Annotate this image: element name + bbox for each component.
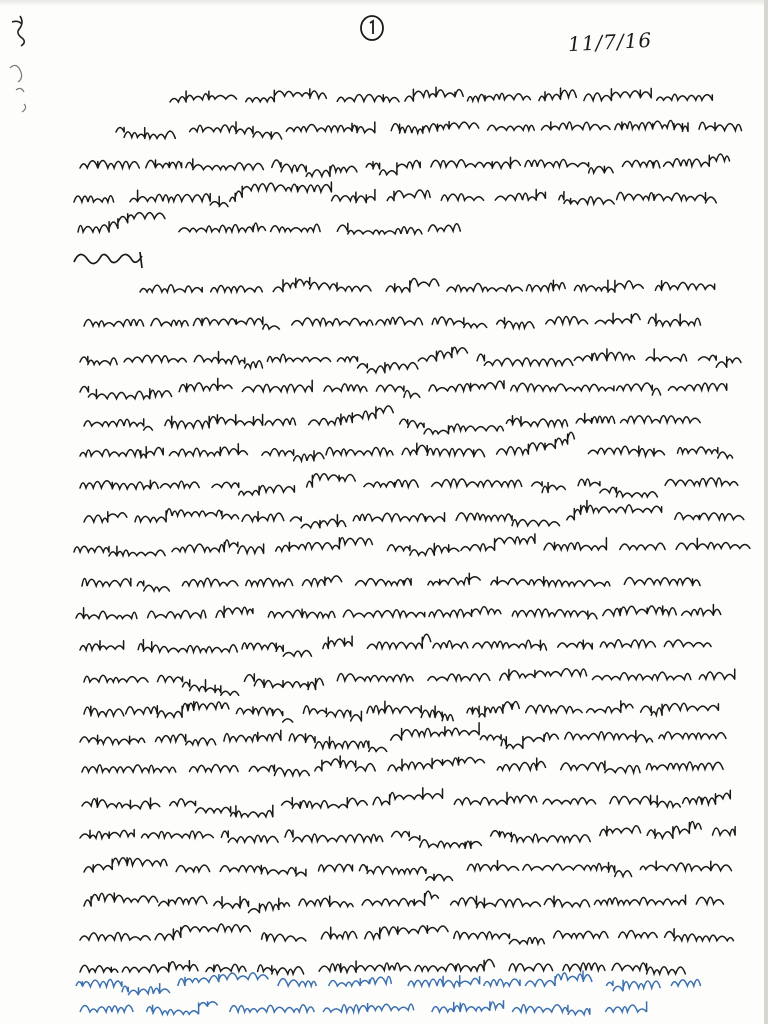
handwritten-word	[221, 831, 278, 842]
handwritten-word	[484, 979, 520, 989]
handwritten-word	[140, 285, 202, 295]
handwritten-word	[214, 897, 290, 913]
handwritten-word	[467, 861, 518, 871]
handwritten-word	[160, 481, 199, 488]
handwritten-word	[523, 864, 563, 870]
handwritten-word	[80, 735, 145, 744]
handwritten-word	[428, 674, 490, 681]
handwritten-word	[142, 831, 214, 838]
handwritten-word	[186, 159, 264, 170]
handwritten-word	[321, 927, 357, 939]
handwritten-word	[578, 479, 657, 497]
handwritten-word	[74, 546, 165, 556]
handwritten-word	[242, 643, 311, 656]
handwritten-word	[646, 349, 686, 361]
handwritten-word	[230, 1005, 315, 1012]
handwritten-word	[80, 641, 124, 650]
handwritten-word	[467, 702, 519, 717]
handwritten-word	[671, 979, 701, 986]
blue-ink-lines	[0, 970, 768, 1024]
handwritten-word	[179, 223, 266, 232]
handwritten-word	[512, 1005, 590, 1020]
handwritten-word	[546, 317, 588, 324]
handwritten-word	[309, 406, 394, 425]
paper-top-edge	[0, 0, 768, 6]
handwritten-word	[273, 278, 371, 292]
handwritten-word	[441, 194, 483, 201]
handwritten-word	[193, 317, 279, 329]
handwritten-word	[80, 357, 117, 365]
handwritten-word	[561, 761, 640, 773]
handwritten-word	[525, 159, 613, 172]
handwritten-word	[433, 641, 468, 648]
handwritten-word	[511, 383, 614, 397]
handwritten-word	[182, 578, 238, 585]
handwritten-word	[655, 281, 714, 291]
handwritten-word	[299, 896, 353, 906]
handwritten-word	[696, 897, 723, 904]
handwritten-word	[176, 865, 210, 872]
handwritten-word	[80, 1005, 133, 1012]
handwritten-word	[323, 1003, 414, 1012]
handwritten-word	[600, 826, 641, 836]
handwritten-word	[605, 1001, 646, 1012]
handwritten-word	[155, 924, 250, 940]
handwritten-word	[418, 347, 467, 361]
handwritten-word	[713, 827, 736, 838]
handwritten-word	[324, 384, 367, 391]
handwritten-word	[356, 578, 412, 585]
handwritten-word	[428, 573, 480, 585]
handwritten-word	[337, 674, 413, 681]
handwritten-word	[405, 87, 463, 101]
handwritten-word	[262, 449, 324, 461]
handwritten-word	[584, 88, 651, 100]
handwritten-word	[190, 122, 282, 139]
handwritten-word	[512, 609, 597, 619]
handwritten-word	[307, 474, 356, 487]
handwritten-word	[402, 443, 485, 456]
handwriting-line	[0, 300, 768, 340]
handwritten-word	[617, 192, 717, 202]
handwritten-word	[622, 160, 659, 168]
handwritten-word	[179, 378, 232, 391]
handwritten-word	[646, 762, 723, 769]
handwritten-word	[124, 355, 186, 362]
handwritten-word	[682, 605, 721, 616]
handwritten-word	[367, 634, 430, 648]
handwritten-word	[657, 94, 713, 103]
handwritten-word	[665, 929, 734, 941]
handwritten-word	[282, 798, 368, 809]
handwritten-word	[146, 160, 182, 168]
handwritten-word	[211, 286, 263, 292]
handwritten-word	[595, 313, 640, 323]
handwritten-word	[621, 416, 701, 423]
handwritten-word	[84, 512, 127, 522]
handwritten-word	[285, 830, 383, 842]
handwritten-word	[648, 314, 700, 326]
handwritten-word	[606, 980, 660, 992]
handwritten-word	[82, 798, 160, 809]
handwritten-word	[525, 971, 592, 987]
handwritten-word	[268, 609, 335, 617]
handwritten-word	[526, 705, 582, 713]
handwritten-word	[500, 669, 587, 680]
handwritten-word	[497, 318, 534, 328]
handwritten-word	[190, 765, 239, 772]
handwritten-word	[337, 223, 422, 234]
handwritten-word	[506, 416, 567, 426]
handwritten-word	[78, 213, 165, 232]
handwritten-word	[80, 480, 158, 489]
handwritten-word	[332, 190, 375, 203]
handwritten-word	[80, 830, 134, 841]
handwritten-word	[461, 534, 535, 550]
handwritten-word	[387, 543, 458, 555]
handwritten-word	[454, 931, 545, 943]
handwritten-word	[592, 672, 690, 679]
handwritten-word	[699, 669, 735, 679]
handwritten-word	[359, 865, 452, 881]
handwritten-word	[315, 756, 375, 771]
handwritten-word	[246, 89, 327, 102]
handwritten-word	[116, 128, 175, 139]
handwritten-word	[600, 640, 655, 647]
handwritten-word	[130, 190, 228, 206]
handwritten-word	[676, 538, 750, 549]
handwritten-word	[431, 157, 520, 168]
handwritten-word	[665, 478, 738, 485]
handwritten-word	[272, 160, 357, 176]
handwritten-word	[373, 788, 442, 805]
handwritten-word	[532, 482, 566, 493]
handwritten-word	[542, 122, 610, 130]
handwritten-word	[588, 446, 664, 456]
handwritten-word	[220, 865, 306, 878]
handwritten-word	[647, 822, 701, 839]
handwritten-word	[172, 540, 264, 553]
handwritten-word	[224, 730, 281, 741]
handwritten-word	[376, 385, 420, 397]
handwritten-word	[249, 765, 309, 776]
handwritten-word	[169, 444, 247, 456]
handwritten-word	[366, 160, 420, 174]
handwritten-word	[447, 284, 523, 291]
handwritten-word	[319, 864, 353, 875]
handwritten-word	[265, 418, 295, 425]
handwritten-word	[432, 1000, 504, 1012]
handwritten-word	[675, 513, 744, 520]
handwritten-word	[388, 757, 484, 770]
handwritten-word	[559, 192, 614, 204]
handwritten-word	[587, 701, 633, 713]
handwritten-word	[594, 895, 685, 904]
handwritten-word	[432, 317, 487, 328]
handwritten-word	[576, 414, 615, 424]
handwritten-word	[641, 703, 719, 715]
handwritten-word	[491, 831, 591, 842]
handwritten-word	[147, 1001, 218, 1014]
handwritten-word	[80, 161, 139, 168]
handwritten-word	[271, 224, 321, 231]
handwritten-word	[683, 790, 731, 804]
handwritten-word	[565, 731, 653, 742]
handwritten-word	[353, 513, 444, 522]
handwritten-word	[544, 538, 606, 550]
handwritten-word	[376, 317, 423, 324]
handwritten-word	[544, 896, 589, 907]
handwritten-word	[267, 354, 330, 361]
handwritten-word	[428, 224, 460, 231]
handwritten-word	[554, 931, 608, 938]
handwritten-word	[80, 447, 163, 458]
handwritten-word	[84, 893, 158, 906]
handwritten-word	[126, 702, 229, 718]
handwritten-word	[135, 509, 239, 522]
handwritten-word	[391, 122, 478, 134]
handwritten-word	[364, 480, 418, 487]
handwritten-word	[699, 122, 741, 130]
handwritten-word	[539, 88, 576, 101]
handwritten-word	[82, 765, 176, 772]
handwritten-word	[242, 512, 284, 522]
handwritten-word	[156, 734, 216, 744]
handwritten-word	[529, 577, 610, 586]
handwritten-word	[391, 723, 479, 740]
handwritten-word	[302, 576, 341, 585]
handwritten-word	[603, 606, 677, 616]
handwriting-line	[0, 206, 768, 246]
handwritten-word	[170, 91, 236, 102]
handwritten-word	[84, 675, 148, 682]
handwritten-word	[558, 640, 593, 651]
handwritten-word	[242, 380, 312, 391]
handwritten-word	[574, 349, 634, 361]
handwritten-word	[165, 414, 263, 427]
handwritten-word	[497, 758, 545, 770]
handwritten-word	[387, 190, 430, 201]
handwritten-word	[278, 979, 317, 986]
handwritten-word	[454, 792, 537, 804]
handwritten-word	[619, 930, 658, 937]
handwritten-word	[468, 93, 531, 101]
handwritten-word	[230, 182, 332, 201]
handwritten-word	[678, 447, 733, 458]
handwritten-word	[343, 610, 424, 617]
handwritten-word	[329, 977, 392, 987]
handwritten-word	[159, 896, 207, 906]
handwritten-word	[82, 578, 131, 587]
handwritten-word	[362, 891, 438, 905]
handwritten-word	[456, 513, 559, 526]
handwritten-word	[567, 501, 662, 520]
handwritten-word	[574, 280, 643, 292]
handwritten-word	[286, 122, 375, 134]
handwritten-word	[610, 795, 680, 807]
handwritten-word	[80, 387, 172, 399]
handwritten-word	[526, 280, 565, 291]
handwritten-word	[84, 706, 124, 716]
handwritten-word	[488, 125, 535, 130]
page-number-circle	[358, 14, 386, 42]
handwritten-word	[76, 980, 170, 996]
handwritten-word	[429, 607, 501, 617]
handwritten-word	[668, 383, 726, 390]
handwritten-word	[262, 933, 306, 941]
handwritten-word	[620, 543, 665, 549]
handwritten-word	[495, 190, 545, 201]
handwritten-word	[617, 383, 661, 395]
handwritten-word	[408, 975, 480, 987]
handwritten-word	[477, 354, 573, 365]
handwritten-word	[664, 154, 730, 166]
handwritten-word	[137, 581, 169, 591]
handwritten-word	[337, 95, 399, 102]
handwritten-word	[386, 278, 439, 291]
handwritten-word	[473, 640, 547, 650]
handwritten-word	[624, 577, 700, 585]
handwritten-word	[640, 861, 731, 871]
handwritten-word	[276, 538, 373, 551]
handwritten-word	[151, 318, 188, 325]
handwritten-word	[84, 858, 167, 872]
handwritten-word	[216, 606, 253, 617]
handwritten-word	[664, 640, 711, 647]
handwritten-word	[178, 973, 268, 986]
handwritten-word	[615, 121, 688, 133]
handwritten-word	[365, 926, 448, 939]
handwritten-word	[292, 318, 373, 325]
handwritten-word	[497, 432, 575, 454]
handwritten-word	[84, 319, 144, 326]
handwriting-line	[0, 106, 768, 146]
handwritten-word	[138, 640, 237, 652]
handwritten-word	[323, 636, 352, 648]
handwritten-word	[212, 482, 294, 496]
handwritten-word	[76, 608, 137, 619]
handwritten-word	[74, 196, 114, 202]
handwritten-word	[563, 863, 631, 877]
handwritten-word	[326, 448, 393, 455]
handwritten-word	[491, 577, 528, 585]
handwritten-word	[84, 419, 152, 430]
handwritten-word	[659, 732, 726, 739]
handwritten-word	[429, 381, 504, 391]
handwritten-word	[246, 578, 293, 585]
handwritten-word	[80, 933, 150, 940]
handwritten-word	[543, 798, 596, 804]
letter-date: 11/7/16	[567, 27, 653, 57]
handwritten-word	[148, 610, 206, 617]
handwritten-word	[432, 479, 522, 486]
handwritten-word	[451, 896, 541, 907]
